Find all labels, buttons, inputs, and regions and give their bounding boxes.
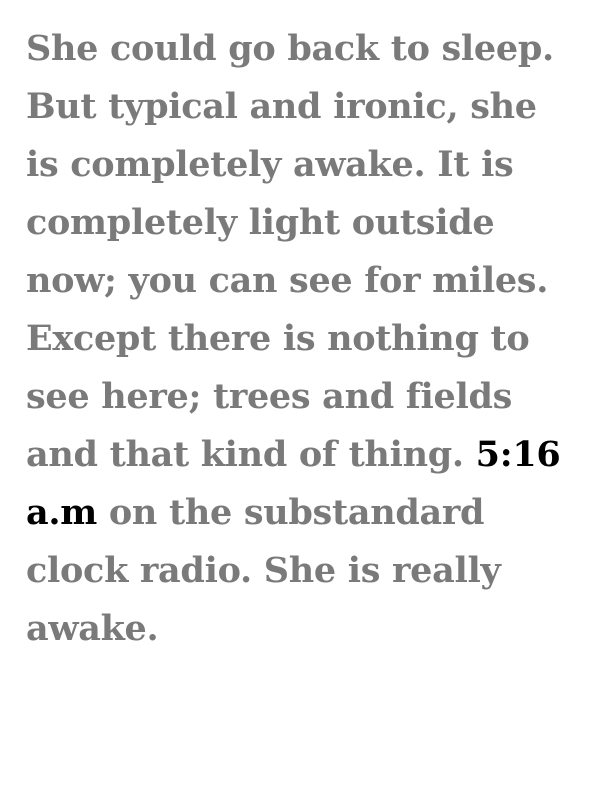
highlighted-time: 5:16 a.m — [26, 434, 561, 533]
quote-passage — [26, 20, 571, 658]
quote-text-after: on the substandard clock radio. She is really awake. — [26, 492, 501, 649]
quote-text-before: She could go back to sleep. But typical and ironic, she is completely awake. It is completely light outside now; you can see for miles. Except there is nothing to see here; trees and fields and that kind of thing. — [26, 28, 554, 475]
